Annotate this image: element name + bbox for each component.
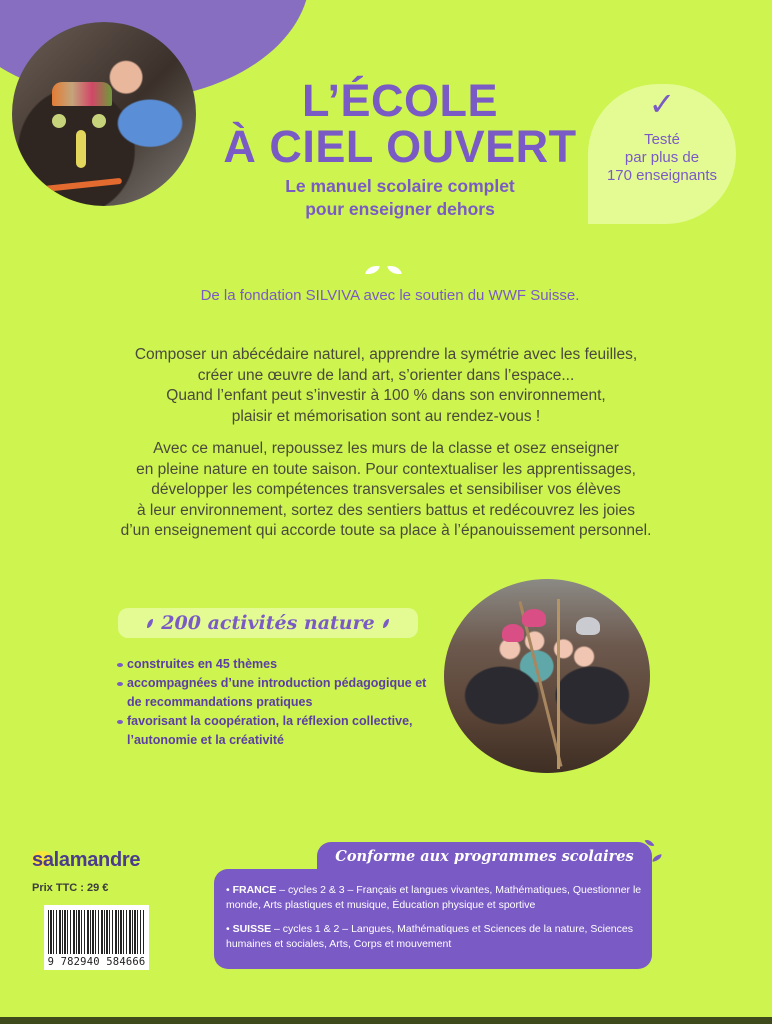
text-line: Avec ce manuel, repoussez les murs de la classe et osez enseigner (153, 440, 619, 457)
photo-detail (522, 609, 546, 627)
book-title (180, 75, 620, 172)
title-line-2: À CIEL OUVERT (223, 121, 577, 172)
photo-detail (92, 114, 106, 128)
text-line: à leur environnement, sortez des sentiers battus et redécouvrez les joies (137, 501, 635, 519)
badge-line-2: par plus de (624, 149, 700, 166)
photo-boy-vegetable-face (12, 22, 196, 206)
leaves-icon (366, 264, 406, 278)
badge-text (588, 131, 736, 185)
isbn-number: 9 782940 584666 (47, 956, 146, 968)
description-paragraph (80, 439, 692, 542)
text-line: Quand l’enfant peut s’investir à 100 % dans son environnement, (166, 387, 606, 404)
photo-detail (52, 114, 66, 128)
program-france: • FRANCE – cycles 2 & 3 – Français et langues vivantes, Mathématiques, Questionner le monde, Arts plastiques et musique, Éducation physique et sportive (226, 884, 642, 911)
badge-line-3: 170 enseignants (606, 167, 718, 184)
tested-badge (588, 84, 736, 224)
activities-list (117, 655, 437, 750)
country-label: FRANCE (232, 884, 277, 896)
programs-label: Conforme aux programmes scolaires (335, 848, 634, 865)
barcode (44, 905, 149, 970)
price-label: Prix TTC : 29 € (32, 882, 109, 894)
programs-box (214, 869, 652, 969)
leaf-icon (652, 854, 663, 862)
publisher-logo (32, 849, 140, 872)
photo-detail (576, 617, 600, 635)
photo-children-forest (444, 579, 650, 773)
text-line: Composer un abécédaire naturel, apprendre la symétrie avec les feuilles, (134, 346, 638, 363)
photo-detail (502, 624, 524, 642)
text-line: créer une œuvre de land art, s’orienter dans l’espace... (197, 366, 575, 384)
checkmark-icon: ✓ (648, 86, 676, 122)
leaf-left-icon (365, 264, 380, 276)
program-suisse: • SUISSE – cycles 1 & 2 – Langues, Mathématiques et Sciences de la nature, Sciences humaines et sociales, Arts, Corps et mouvement (226, 923, 633, 950)
subtitle-line-1: Le manuel scolaire complet (285, 176, 515, 196)
page-edge-shadow (0, 1017, 772, 1024)
title-line-1: L’ÉCOLE (301, 75, 499, 126)
leaf-bullet-icon (147, 619, 153, 628)
program-text: – cycles 1 & 2 – Langues, Mathématiques et Sciences de la nature, Sciences humaines et sociales, Arts, Corps et mouvement (226, 923, 633, 950)
text-line: en pleine nature en toute saison. Pour contextualiser les apprentissages, (136, 460, 636, 478)
leaf-right-icon (387, 264, 402, 276)
text-line: d’un enseignement qui accorde toute sa place à l’épanouissement personnel. (120, 522, 652, 539)
photo-detail (52, 82, 112, 106)
photo-detail (557, 599, 560, 769)
program-text: – cycles 2 & 3 – Français et langues vivantes, Mathématiques, Questionner le monde, Arts plastiques et musique, Éducation physique et sportive (226, 884, 642, 911)
country-label: SUISSE (232, 923, 272, 935)
badge-line-1: Testé (644, 131, 680, 148)
list-item: construites en 45 thèmes (117, 655, 437, 674)
publisher-name: salamandre (32, 849, 141, 871)
subtitle-line-2: pour enseigner dehors (305, 199, 495, 219)
book-subtitle (200, 175, 600, 221)
photo-detail (76, 130, 86, 168)
activities-label: 200 activités nature (161, 612, 375, 634)
photo-detail (42, 178, 122, 192)
foundation-credit: De la fondation SILVIVA avec le soutien du WWF Suisse. (200, 287, 580, 304)
list-item: favorisant la coopération, la réflexion collective, l’autonomie et la créativité (117, 712, 437, 750)
leaf-bullet-icon (383, 619, 389, 628)
activities-banner (118, 608, 418, 638)
list-item: accompagnées d’une introduction pédagogique et de recommandations pratiques (117, 674, 437, 712)
text-line: développer les compétences transversales et sensibiliser vos élèves (151, 481, 621, 498)
text-line: plaisir et mémorisation sont au rendez-vous ! (231, 407, 541, 425)
intro-paragraph (80, 345, 692, 427)
barcode-bars (48, 910, 144, 954)
